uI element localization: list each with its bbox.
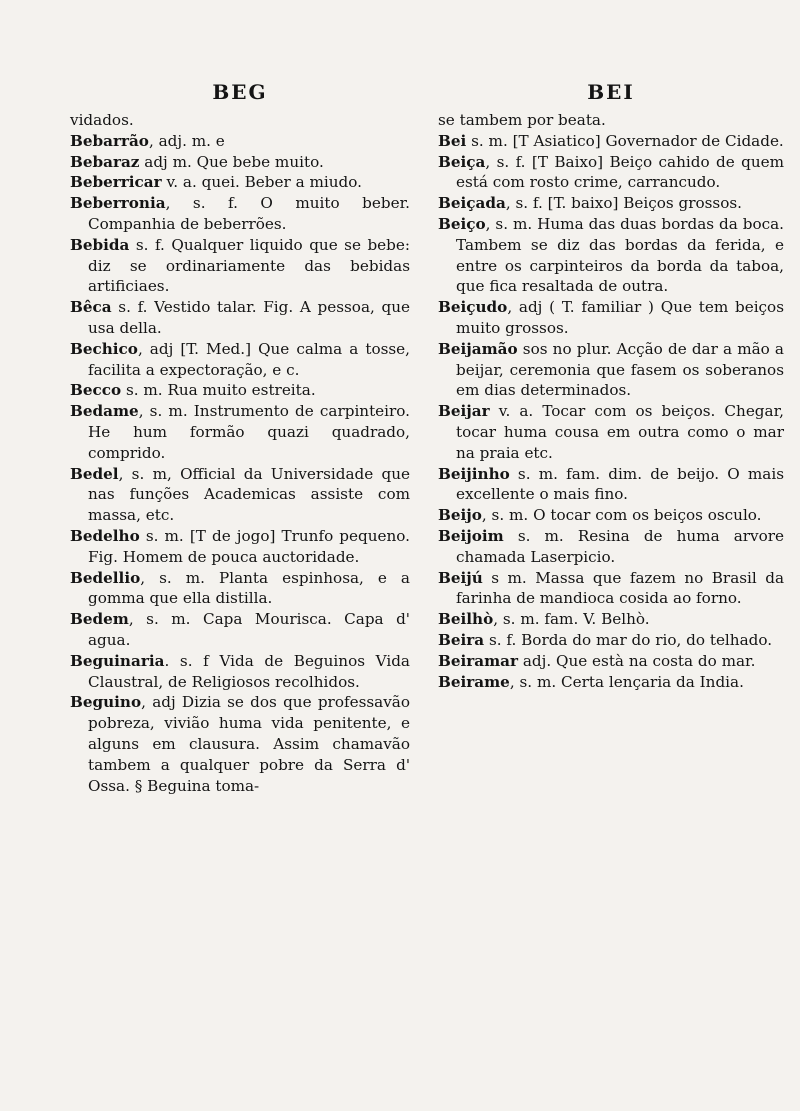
dictionary-entry xyxy=(70,464,410,526)
left-column xyxy=(70,80,410,796)
entry-definition: , s. m. fam. V. Belhò. xyxy=(493,610,650,629)
entry-headword: Bechico xyxy=(70,339,138,358)
dictionary-entry xyxy=(438,609,784,630)
entry-headword: Bêca xyxy=(70,298,112,317)
dictionary-entry xyxy=(70,172,410,193)
entry-definition: , s. m. Instrumento de carpinteiro. He hum formão quazi quadrado, comprido. xyxy=(88,402,410,462)
entry-headword: Bedellio xyxy=(70,568,141,587)
dictionary-entry xyxy=(438,568,784,610)
left-column-header: BEG xyxy=(212,80,268,104)
entry-headword: Bei xyxy=(438,131,467,150)
entry-headword: Beijamão xyxy=(438,339,518,358)
entry-definition: s. m. Resina de huma arvore chamada Laserpicio. xyxy=(456,526,784,566)
entry-headword: Bebida xyxy=(70,235,130,254)
entry-definition: s. m. [T de jogo] Trunfo pequeno. Fig. Homem de pouca auctoridade. xyxy=(88,526,410,566)
entry-definition: se tambem por beata. xyxy=(438,111,606,129)
entry-definition: s. f. Borda do mar do rio, do telhado. xyxy=(484,630,773,649)
entry-headword: Bedame xyxy=(70,402,139,421)
dictionary-entry xyxy=(438,401,784,463)
entry-definition: s. m. [T Asiatico] Governador de Cidade. xyxy=(466,131,784,150)
dictionary-entry xyxy=(438,297,784,339)
entry-definition: s. f. Qualquer liquido que se bebe: diz se ordinariamente das bebidas artificiaes. xyxy=(88,235,410,296)
entry-headword: Beberricar xyxy=(70,173,162,192)
entry-definition: , adj ( T. familiar ) Que tem beiços muito grossos. xyxy=(456,298,784,337)
entry-headword: Beijo xyxy=(438,506,482,525)
right-entries xyxy=(438,110,784,692)
dictionary-entry xyxy=(70,297,410,339)
entry-headword: Bedelho xyxy=(70,526,140,545)
entry-headword: Beijinho xyxy=(438,464,510,483)
dictionary-entry xyxy=(70,110,410,131)
dictionary-entry xyxy=(70,152,410,173)
entry-headword: Bebaraz xyxy=(70,152,140,171)
entry-definition: adj m. Que bebe muito. xyxy=(139,152,324,171)
entry-headword: Beilhò xyxy=(438,610,494,629)
right-column xyxy=(438,80,784,692)
entry-headword: Bedem xyxy=(70,610,129,629)
entry-definition: , adj [T. Med.] Que calma a tosse, facilita a expectoração, e c. xyxy=(88,339,410,379)
entry-definition: vidados. xyxy=(70,111,134,129)
dictionary-entry xyxy=(438,110,784,131)
dictionary-entry xyxy=(70,401,410,463)
dictionary-entry xyxy=(438,152,784,194)
dictionary-entry xyxy=(70,568,410,610)
dictionary-entry xyxy=(70,651,410,693)
dictionary-entry xyxy=(438,651,784,672)
right-column-header: BEI xyxy=(587,80,635,104)
entry-headword: Beiço xyxy=(438,214,486,233)
entry-definition: s. m. fam. dim. de beijo. O mais excellente o mais fino. xyxy=(456,464,784,504)
entry-headword: Beirame xyxy=(438,672,510,691)
entry-headword: Beberronia xyxy=(70,194,166,213)
entry-definition: , s. m, Official da Universidade que nas funções Academicas assiste com massa, etc. xyxy=(88,464,410,525)
entry-headword: Beijoim xyxy=(438,526,504,545)
dictionary-entry xyxy=(70,339,410,381)
dictionary-entry xyxy=(70,131,410,152)
entry-definition: , s. m. Huma das duas bordas da boca. Tambem se diz das bordas da ferida, e entre os carpinteiros da borda da taboa, que fica resaltada de outra. xyxy=(456,214,784,296)
entry-definition: s. m. Rua muito estreita. xyxy=(121,381,316,400)
entry-definition: , s. m. Planta espinhosa, e a gomma que ella distilla. xyxy=(88,568,410,608)
entry-definition: sos no plur. Acção de dar a mão a beijar, ceremonia que fasem os soberanos em dias determinados. xyxy=(456,339,784,400)
dictionary-entry xyxy=(70,235,410,297)
dictionary-entry xyxy=(438,339,784,401)
dictionary-entry xyxy=(438,214,784,297)
entry-definition: s. f. Vestido talar. Fig. A pessoa, que usa della. xyxy=(88,298,410,337)
dictionary-entry xyxy=(438,464,784,506)
entry-definition: , s. m. Capa Mourisca. Capa d' agua. xyxy=(88,610,410,649)
entry-headword: Beiçada xyxy=(438,194,506,213)
dictionary-entry xyxy=(438,630,784,651)
dictionary-entry xyxy=(70,526,410,568)
entry-headword: Beiramar xyxy=(438,651,519,670)
entry-definition: , s. m. O tocar com os beiços osculo. xyxy=(481,506,762,525)
entry-headword: Beguino xyxy=(70,693,142,712)
entry-definition: , adj Dizia se dos que professavão pobreza, vivião huma vida penitente, e alguns em clausura. Assim chamavão tambem a qualquer pobre da Serra d' Ossa. § Beguina toma- xyxy=(88,693,410,795)
dictionary-entry xyxy=(438,526,784,568)
entry-definition: , s. f. O muito beber. Companhia de beberrões. xyxy=(88,194,410,233)
entry-definition: v. a. quei. Beber a miudo. xyxy=(161,173,362,192)
entry-headword: Beguinaria xyxy=(70,651,165,670)
entry-definition: , adj. m. e xyxy=(148,131,225,150)
entry-definition: v. a. Tocar com os beiços. Chegar, tocar huma cousa em outra como o mar na praia etc. xyxy=(456,402,784,462)
entry-headword: Beiçudo xyxy=(438,298,508,317)
entry-headword: Beijú xyxy=(438,568,483,587)
left-entries xyxy=(70,110,410,796)
dictionary-entry xyxy=(438,131,784,152)
dictionary-entry xyxy=(438,193,784,214)
dictionary-entry xyxy=(70,193,410,235)
entry-headword: Bedel xyxy=(70,464,119,483)
entry-headword: Beijar xyxy=(438,402,490,421)
entry-headword: Becco xyxy=(70,381,122,400)
entry-definition: s m. Massa que fazem no Brasil da farinha de mandioca cosida ao forno. xyxy=(456,568,784,608)
entry-definition: , s. f. [T. baixo] Beiços grossos. xyxy=(505,194,742,213)
dictionary-entry xyxy=(438,505,784,526)
dictionary-entry xyxy=(70,380,410,401)
entry-definition: , s. f. [T Baixo] Beiço cahido de quem está com rosto crime, carrancudo. xyxy=(456,152,784,192)
dictionary-entry xyxy=(70,692,410,796)
entry-definition: adj. Que està na costa do mar. xyxy=(518,651,756,670)
entry-headword: Beiça xyxy=(438,152,486,171)
entry-headword: Beira xyxy=(438,630,485,649)
entry-definition: . s. f Vida de Beguinos Vida Claustral, de Religiosos recolhidos. xyxy=(88,651,410,691)
dictionary-entry xyxy=(70,609,410,651)
entry-headword: Bebarrão xyxy=(70,131,149,150)
entry-definition: , s. m. Certa lençaria da India. xyxy=(509,672,744,691)
dictionary-entry xyxy=(438,672,784,693)
